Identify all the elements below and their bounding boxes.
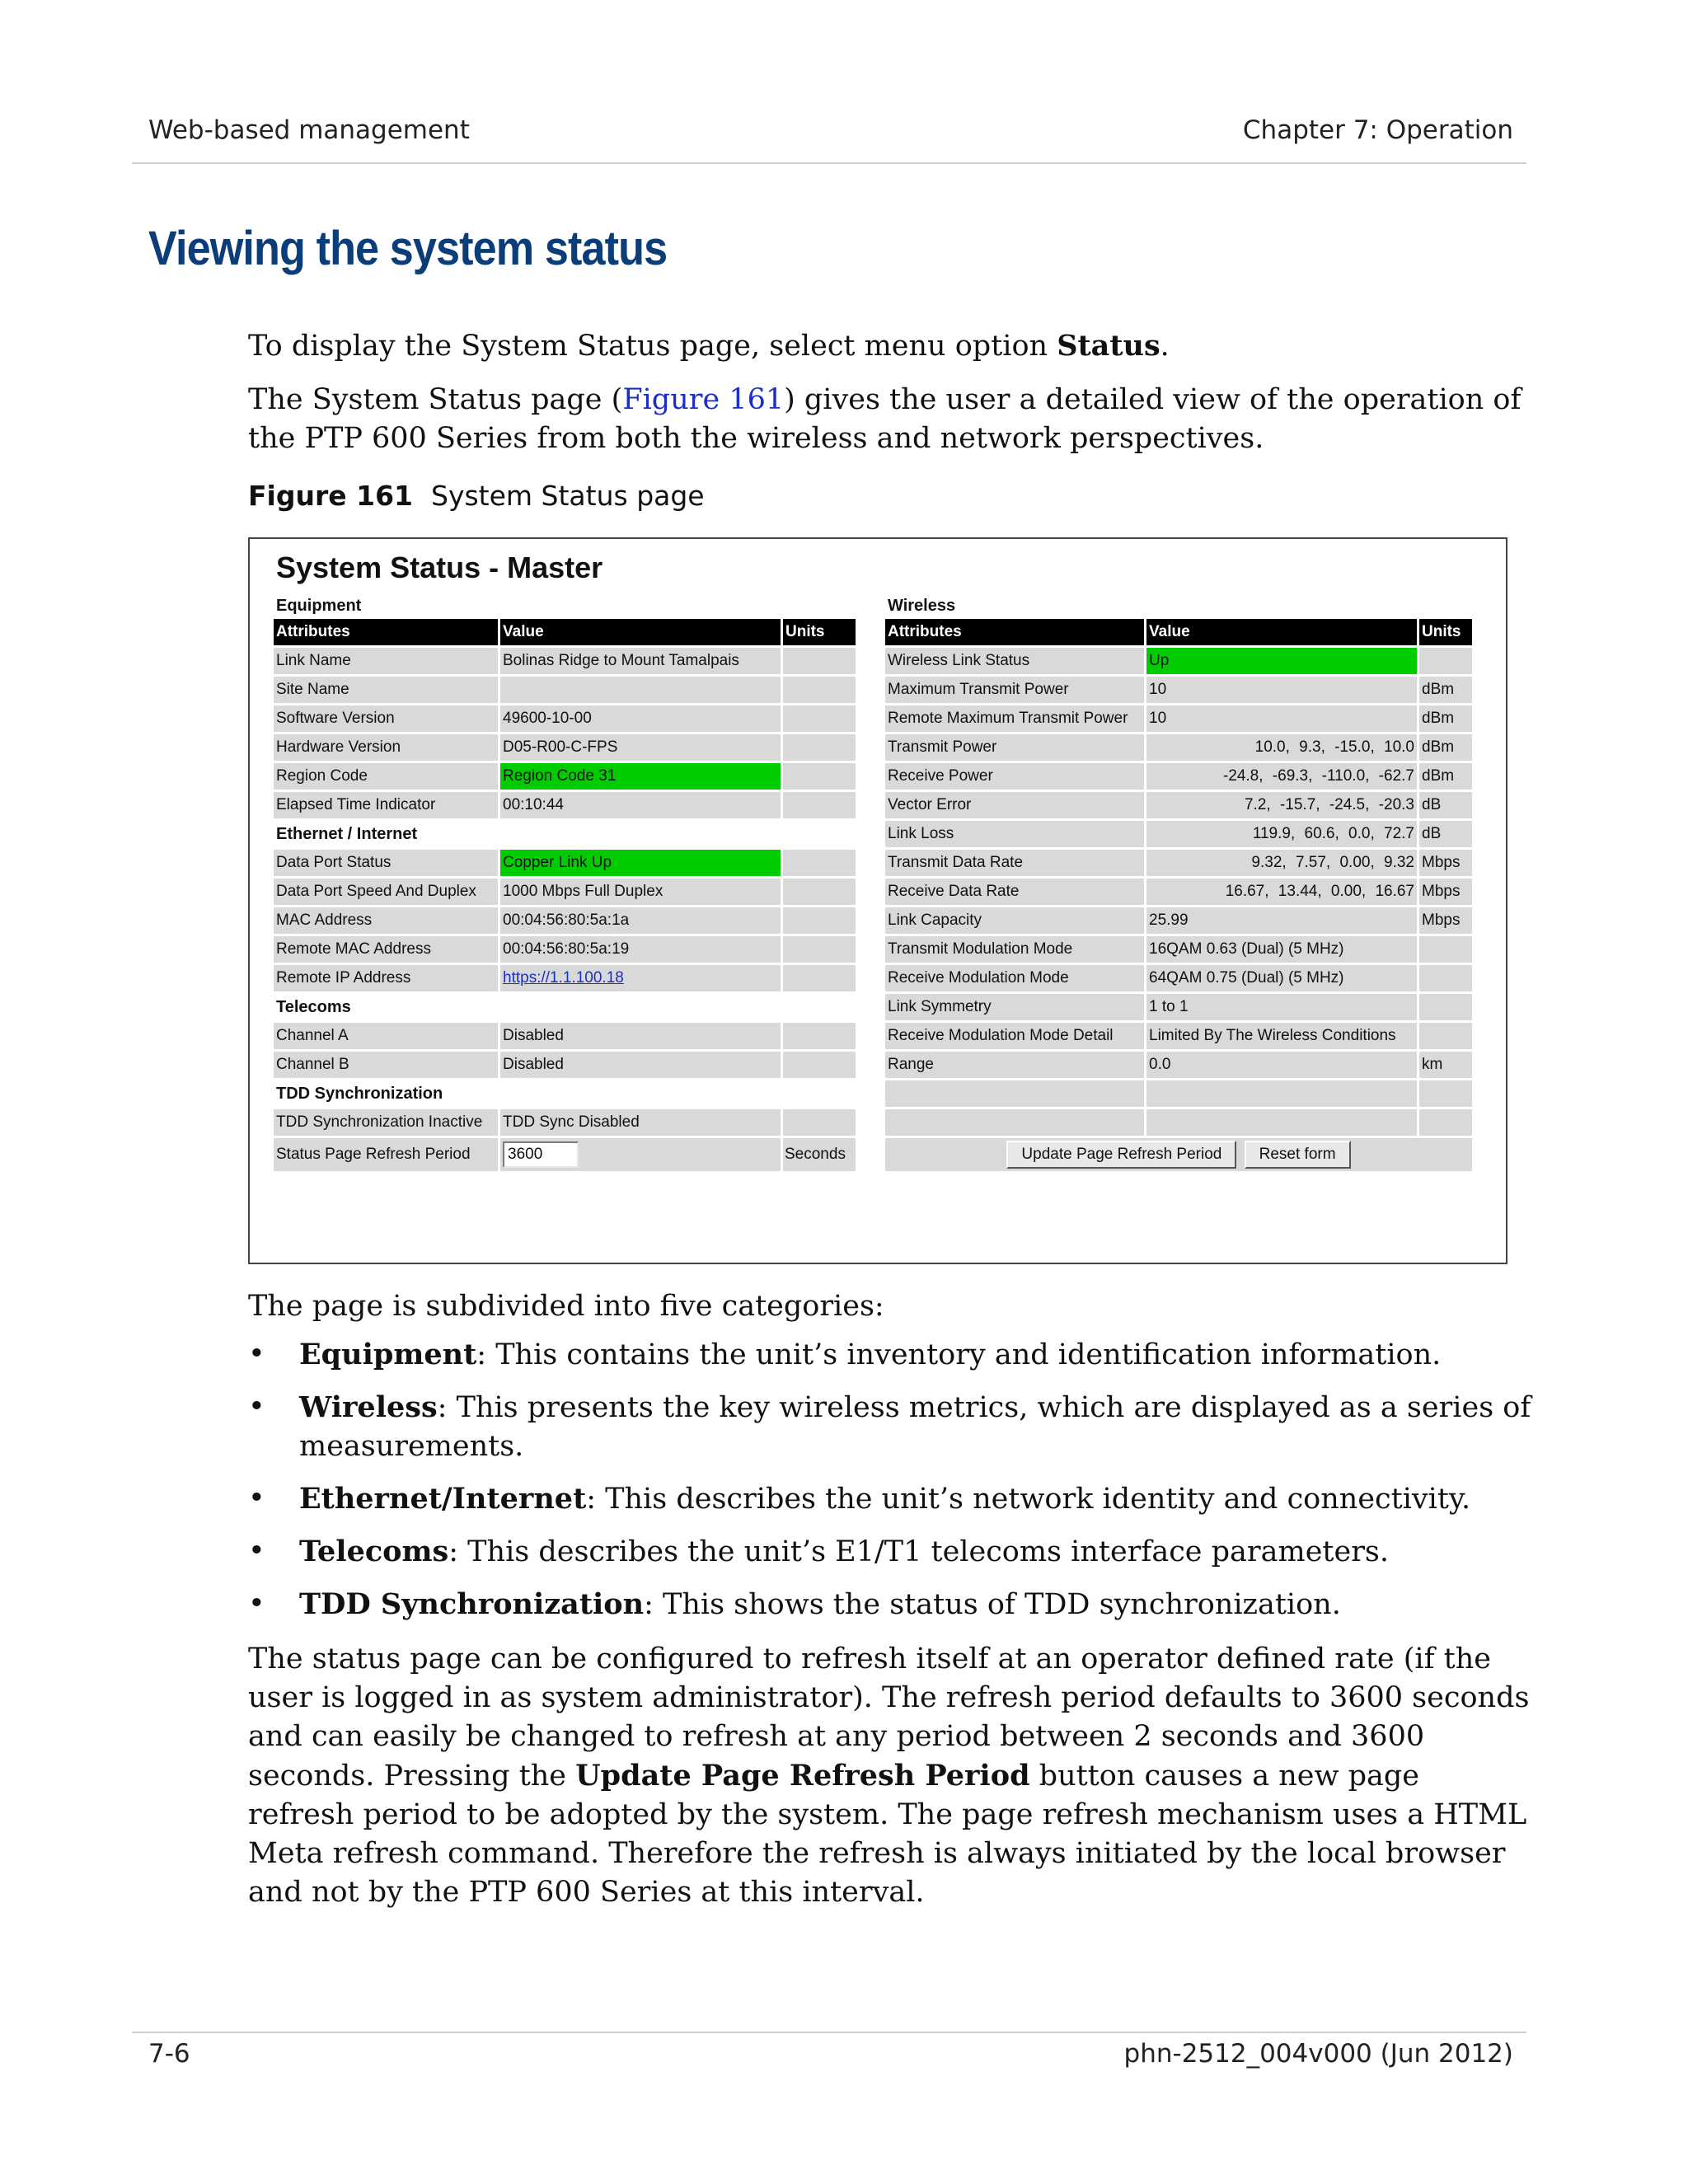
refresh-period-input[interactable]: 3600 bbox=[503, 1141, 579, 1168]
header-rule bbox=[132, 162, 1526, 164]
screen-title: System Status - Master bbox=[276, 551, 603, 584]
value-data-port-speed: 1000 Mbps Full Duplex bbox=[500, 879, 781, 905]
table-row bbox=[885, 965, 1472, 991]
bullet-icon: • bbox=[248, 1390, 265, 1423]
attr-tdd-inactive: TDD Synchronization Inactive bbox=[274, 1109, 498, 1136]
table-row bbox=[885, 792, 1472, 818]
empty-cell bbox=[1146, 1109, 1417, 1136]
value-region-code: Region Code 31 bbox=[500, 763, 781, 790]
table-row bbox=[274, 850, 856, 876]
wireless-table bbox=[883, 616, 1475, 1174]
figure-link[interactable]: Figure 161 bbox=[622, 383, 785, 416]
units-cell bbox=[1419, 965, 1472, 991]
units-cell bbox=[783, 1109, 856, 1136]
attr-link-symmetry: Link Symmetry bbox=[885, 994, 1144, 1020]
running-header-right: Chapter 7: Operation bbox=[1242, 115, 1513, 145]
units-cell: km bbox=[1419, 1052, 1472, 1078]
value-link-symmetry: 1 to 1 bbox=[1146, 994, 1417, 1020]
attr-remote-max-transmit-power: Remote Maximum Transmit Power bbox=[885, 705, 1144, 732]
units-cell: dB bbox=[1419, 792, 1472, 818]
value-max-transmit-power: 10 bbox=[1146, 677, 1417, 703]
table-row bbox=[885, 1080, 1472, 1107]
value-channel-a: Disabled bbox=[500, 1023, 781, 1049]
attr-elapsed-time: Elapsed Time Indicator bbox=[274, 792, 498, 818]
units-cell bbox=[783, 648, 856, 674]
units-cell bbox=[783, 1023, 856, 1049]
units-cell bbox=[1419, 936, 1472, 963]
section-title: Viewing the system status bbox=[148, 222, 668, 275]
list-item bbox=[248, 1532, 1534, 1572]
attr-link-loss: Link Loss bbox=[885, 821, 1144, 847]
table-row bbox=[274, 763, 856, 790]
closing-button-name: Update Page Refresh Period bbox=[575, 1759, 1030, 1793]
value-receive-data-rate: 16.67, 13.44, 0.00, 16.67 bbox=[1146, 879, 1417, 905]
intro-paragraph-2 bbox=[248, 381, 1534, 458]
units-cell bbox=[783, 677, 856, 703]
table-row bbox=[274, 705, 856, 732]
table-row bbox=[274, 907, 856, 934]
table-row bbox=[885, 879, 1472, 905]
attr-remote-mac: Remote MAC Address bbox=[274, 936, 498, 963]
attr-receive-modulation: Receive Modulation Mode bbox=[885, 965, 1144, 991]
value-mac-address: 00:04:56:80:5a:1a bbox=[500, 907, 781, 934]
units-cell: dBm bbox=[1419, 677, 1472, 703]
units-cell bbox=[783, 936, 856, 963]
units-cell: dB bbox=[1419, 821, 1472, 847]
page-number: 7-6 bbox=[148, 2039, 190, 2069]
update-refresh-period-button[interactable]: Update Page Refresh Period bbox=[1006, 1141, 1236, 1169]
value-transmit-data-rate: 9.32, 7.57, 0.00, 9.32 bbox=[1146, 850, 1417, 876]
equipment-header-attributes: Attributes bbox=[274, 619, 498, 645]
wireless-label: Wireless bbox=[888, 597, 956, 615]
list-item bbox=[248, 1388, 1534, 1466]
attr-channel-b: Channel B bbox=[274, 1052, 498, 1078]
value-remote-mac: 00:04:56:80:5a:19 bbox=[500, 936, 781, 963]
bullet-icon: • bbox=[248, 1587, 265, 1620]
bullet-text: : This describes the unit’s network identity and connectivity. bbox=[586, 1483, 1471, 1516]
tdd-sync-label: TDD Synchronization bbox=[274, 1080, 856, 1107]
units-cell bbox=[1419, 994, 1472, 1020]
closing-text-end: button causes a new page refresh period to be adopted by the system. The page refresh mechanism uses a HTML Meta refresh command. Therefore the refresh is always initiated by the local browser and not by the PTP 600 Series at this interval. bbox=[248, 1760, 1527, 1909]
equipment-header-units: Units bbox=[783, 619, 856, 645]
bullet-text: : This presents the key wireless metrics, which are displayed as a series of measurements. bbox=[299, 1391, 1531, 1463]
table-row bbox=[885, 821, 1472, 847]
empty-cell bbox=[1419, 1080, 1472, 1107]
table-row bbox=[885, 994, 1472, 1020]
list-item bbox=[248, 1335, 1534, 1375]
table-row bbox=[885, 734, 1472, 761]
attr-site-name: Site Name bbox=[274, 677, 498, 703]
table-row bbox=[885, 1138, 1472, 1171]
value-receive-modulation-detail: Limited By The Wireless Conditions bbox=[1146, 1023, 1417, 1049]
table-row bbox=[885, 1109, 1472, 1136]
attr-receive-modulation-detail: Receive Modulation Mode Detail bbox=[885, 1023, 1144, 1049]
figure-label: Figure 161 bbox=[248, 480, 413, 512]
table-row bbox=[274, 1109, 856, 1136]
table-row bbox=[885, 850, 1472, 876]
equipment-header-value: Value bbox=[500, 619, 781, 645]
ethernet-internet-label: Ethernet / Internet bbox=[274, 821, 856, 847]
table-row bbox=[274, 879, 856, 905]
intro-paragraph-1 bbox=[248, 326, 1534, 366]
units-cell bbox=[783, 879, 856, 905]
attr-wireless-link-status: Wireless Link Status bbox=[885, 648, 1144, 674]
units-cell bbox=[783, 907, 856, 934]
running-header-left: Web-based management bbox=[148, 115, 470, 145]
wireless-header-units: Units bbox=[1419, 619, 1472, 645]
table-row bbox=[274, 994, 856, 1020]
attr-link-capacity: Link Capacity bbox=[885, 907, 1144, 934]
remote-ip-link[interactable]: https://1.1.100.18 bbox=[503, 969, 624, 987]
table-row bbox=[885, 1052, 1472, 1078]
value-tdd-inactive: TDD Sync Disabled bbox=[500, 1109, 781, 1136]
categories-intro: The page is subdivided into five categories: bbox=[248, 1290, 884, 1323]
attr-receive-power: Receive Power bbox=[885, 763, 1144, 790]
empty-cell bbox=[1419, 1109, 1472, 1136]
value-receive-power: -24.8, -69.3, -110.0, -62.7 bbox=[1146, 763, 1417, 790]
table-row bbox=[274, 1052, 856, 1078]
attr-transmit-data-rate: Transmit Data Rate bbox=[885, 850, 1144, 876]
table-row bbox=[274, 1138, 856, 1171]
bullet-text: : This shows the status of TDD synchronization. bbox=[644, 1588, 1341, 1621]
figure-caption bbox=[248, 480, 705, 512]
attr-mac-address: MAC Address bbox=[274, 907, 498, 934]
units-cell bbox=[1419, 1023, 1472, 1049]
units-cell bbox=[783, 705, 856, 732]
units-cell bbox=[783, 763, 856, 790]
table-row bbox=[274, 677, 856, 703]
value-link-loss: 119.9, 60.6, 0.0, 72.7 bbox=[1146, 821, 1417, 847]
attr-transmit-power: Transmit Power bbox=[885, 734, 1144, 761]
attr-vector-error: Vector Error bbox=[885, 792, 1144, 818]
units-cell bbox=[783, 734, 856, 761]
bullet-term: Ethernet/Internet bbox=[299, 1482, 587, 1516]
value-vector-error: 7.2, -15.7, -24.5, -20.3 bbox=[1146, 792, 1417, 818]
list-item bbox=[248, 1479, 1534, 1519]
units-cell: dBm bbox=[1419, 763, 1472, 790]
bullet-term: Equipment bbox=[299, 1338, 477, 1371]
value-link-capacity: 25.99 bbox=[1146, 907, 1417, 934]
list-item bbox=[248, 1585, 1534, 1624]
wireless-header-value: Value bbox=[1146, 619, 1417, 645]
attr-range: Range bbox=[885, 1052, 1144, 1078]
empty-cell bbox=[885, 1080, 1144, 1107]
table-row bbox=[885, 648, 1472, 674]
units-cell bbox=[783, 792, 856, 818]
attr-data-port-speed: Data Port Speed And Duplex bbox=[274, 879, 498, 905]
table-row bbox=[274, 1023, 856, 1049]
button-row bbox=[885, 1138, 1472, 1171]
value-remote-ip-cell bbox=[500, 965, 781, 991]
value-receive-modulation: 64QAM 0.75 (Dual) (5 MHz) bbox=[1146, 965, 1417, 991]
table-row bbox=[885, 907, 1472, 934]
intro-text-end: . bbox=[1160, 330, 1170, 363]
attr-channel-a: Channel A bbox=[274, 1023, 498, 1049]
units-cell: dBm bbox=[1419, 734, 1472, 761]
attr-link-name: Link Name bbox=[274, 648, 498, 674]
table-row bbox=[885, 677, 1472, 703]
value-site-name bbox=[500, 677, 781, 703]
value-range: 0.0 bbox=[1146, 1052, 1417, 1078]
units-cell: dBm bbox=[1419, 705, 1472, 732]
status-menu-option: Status bbox=[1057, 329, 1160, 363]
attr-refresh-period: Status Page Refresh Period bbox=[274, 1138, 498, 1171]
footer-rule bbox=[132, 2032, 1526, 2033]
value-wireless-link-status: Up bbox=[1146, 648, 1417, 674]
intro2-text-end: ) gives the user a detailed view of the operation of the PTP 600 Series from both the wireless and network perspectives. bbox=[248, 383, 1522, 455]
attr-receive-data-rate: Receive Data Rate bbox=[885, 879, 1144, 905]
attr-remote-ip: Remote IP Address bbox=[274, 965, 498, 991]
table-row bbox=[274, 821, 856, 847]
table-row bbox=[885, 763, 1472, 790]
refresh-units: Seconds bbox=[783, 1138, 856, 1171]
document-id: phn-2512_004v000 (Jun 2012) bbox=[1123, 2039, 1513, 2069]
value-channel-b: Disabled bbox=[500, 1052, 781, 1078]
closing-paragraph bbox=[248, 1640, 1534, 1912]
table-row bbox=[274, 792, 856, 818]
equipment-table bbox=[271, 616, 858, 1174]
value-transmit-modulation: 16QAM 0.63 (Dual) (5 MHz) bbox=[1146, 936, 1417, 963]
figure-caption-text: System Status page bbox=[431, 480, 705, 512]
units-cell bbox=[783, 965, 856, 991]
units-cell: Mbps bbox=[1419, 879, 1472, 905]
units-cell bbox=[783, 850, 856, 876]
attr-region-code: Region Code bbox=[274, 763, 498, 790]
table-row bbox=[274, 648, 856, 674]
attr-hardware-version: Hardware Version bbox=[274, 734, 498, 761]
attr-transmit-modulation: Transmit Modulation Mode bbox=[885, 936, 1144, 963]
value-remote-max-transmit-power: 10 bbox=[1146, 705, 1417, 732]
wireless-header-attributes: Attributes bbox=[885, 619, 1144, 645]
system-status-screenshot bbox=[248, 537, 1507, 1264]
table-row bbox=[885, 705, 1472, 732]
units-cell bbox=[783, 1052, 856, 1078]
value-link-name: Bolinas Ridge to Mount Tamalpais bbox=[500, 648, 781, 674]
reset-form-button[interactable]: Reset form bbox=[1245, 1141, 1351, 1169]
units-cell: Mbps bbox=[1419, 850, 1472, 876]
bullet-text: : This describes the unit’s E1/T1 telecoms interface parameters. bbox=[448, 1535, 1390, 1568]
equipment-label: Equipment bbox=[276, 597, 362, 615]
bullet-term: Wireless bbox=[299, 1390, 438, 1424]
intro-text: To display the System Status page, select menu option bbox=[248, 330, 1057, 363]
value-data-port-status: Copper Link Up bbox=[500, 850, 781, 876]
table-row bbox=[885, 936, 1472, 963]
bullet-icon: • bbox=[248, 1482, 265, 1515]
bullet-icon: • bbox=[248, 1338, 265, 1371]
category-list bbox=[248, 1335, 1534, 1638]
table-row bbox=[274, 936, 856, 963]
value-refresh-cell bbox=[500, 1138, 781, 1171]
table-row bbox=[274, 1080, 856, 1107]
attr-software-version: Software Version bbox=[274, 705, 498, 732]
attr-data-port-status: Data Port Status bbox=[274, 850, 498, 876]
bullet-text: : This contains the unit’s inventory and identification information. bbox=[476, 1338, 1442, 1371]
units-cell bbox=[1419, 648, 1472, 674]
attr-max-transmit-power: Maximum Transmit Power bbox=[885, 677, 1144, 703]
bullet-term: Telecoms bbox=[299, 1535, 449, 1568]
intro2-text: The System Status page ( bbox=[248, 383, 623, 416]
table-row bbox=[274, 734, 856, 761]
value-software-version: 49600-10-00 bbox=[500, 705, 781, 732]
table-row bbox=[885, 1023, 1472, 1049]
value-elapsed-time: 00:10:44 bbox=[500, 792, 781, 818]
empty-cell bbox=[885, 1109, 1144, 1136]
bullet-term: TDD Synchronization bbox=[299, 1587, 645, 1621]
closing-text: The status page can be configured to refresh itself at an operator defined rate (if the user is logged in as system administrator). The refresh period defaults to 3600 seconds and can easily be changed to refresh at any period between 2 seconds and 3600 seconds. Pressing the bbox=[248, 1643, 1530, 1793]
bullet-icon: • bbox=[248, 1535, 265, 1568]
value-hardware-version: D05-R00-C-FPS bbox=[500, 734, 781, 761]
units-cell: Mbps bbox=[1419, 907, 1472, 934]
table-row bbox=[274, 965, 856, 991]
value-transmit-power: 10.0, 9.3, -15.0, 10.0 bbox=[1146, 734, 1417, 761]
empty-cell bbox=[1146, 1080, 1417, 1107]
telecoms-label: Telecoms bbox=[274, 994, 856, 1020]
